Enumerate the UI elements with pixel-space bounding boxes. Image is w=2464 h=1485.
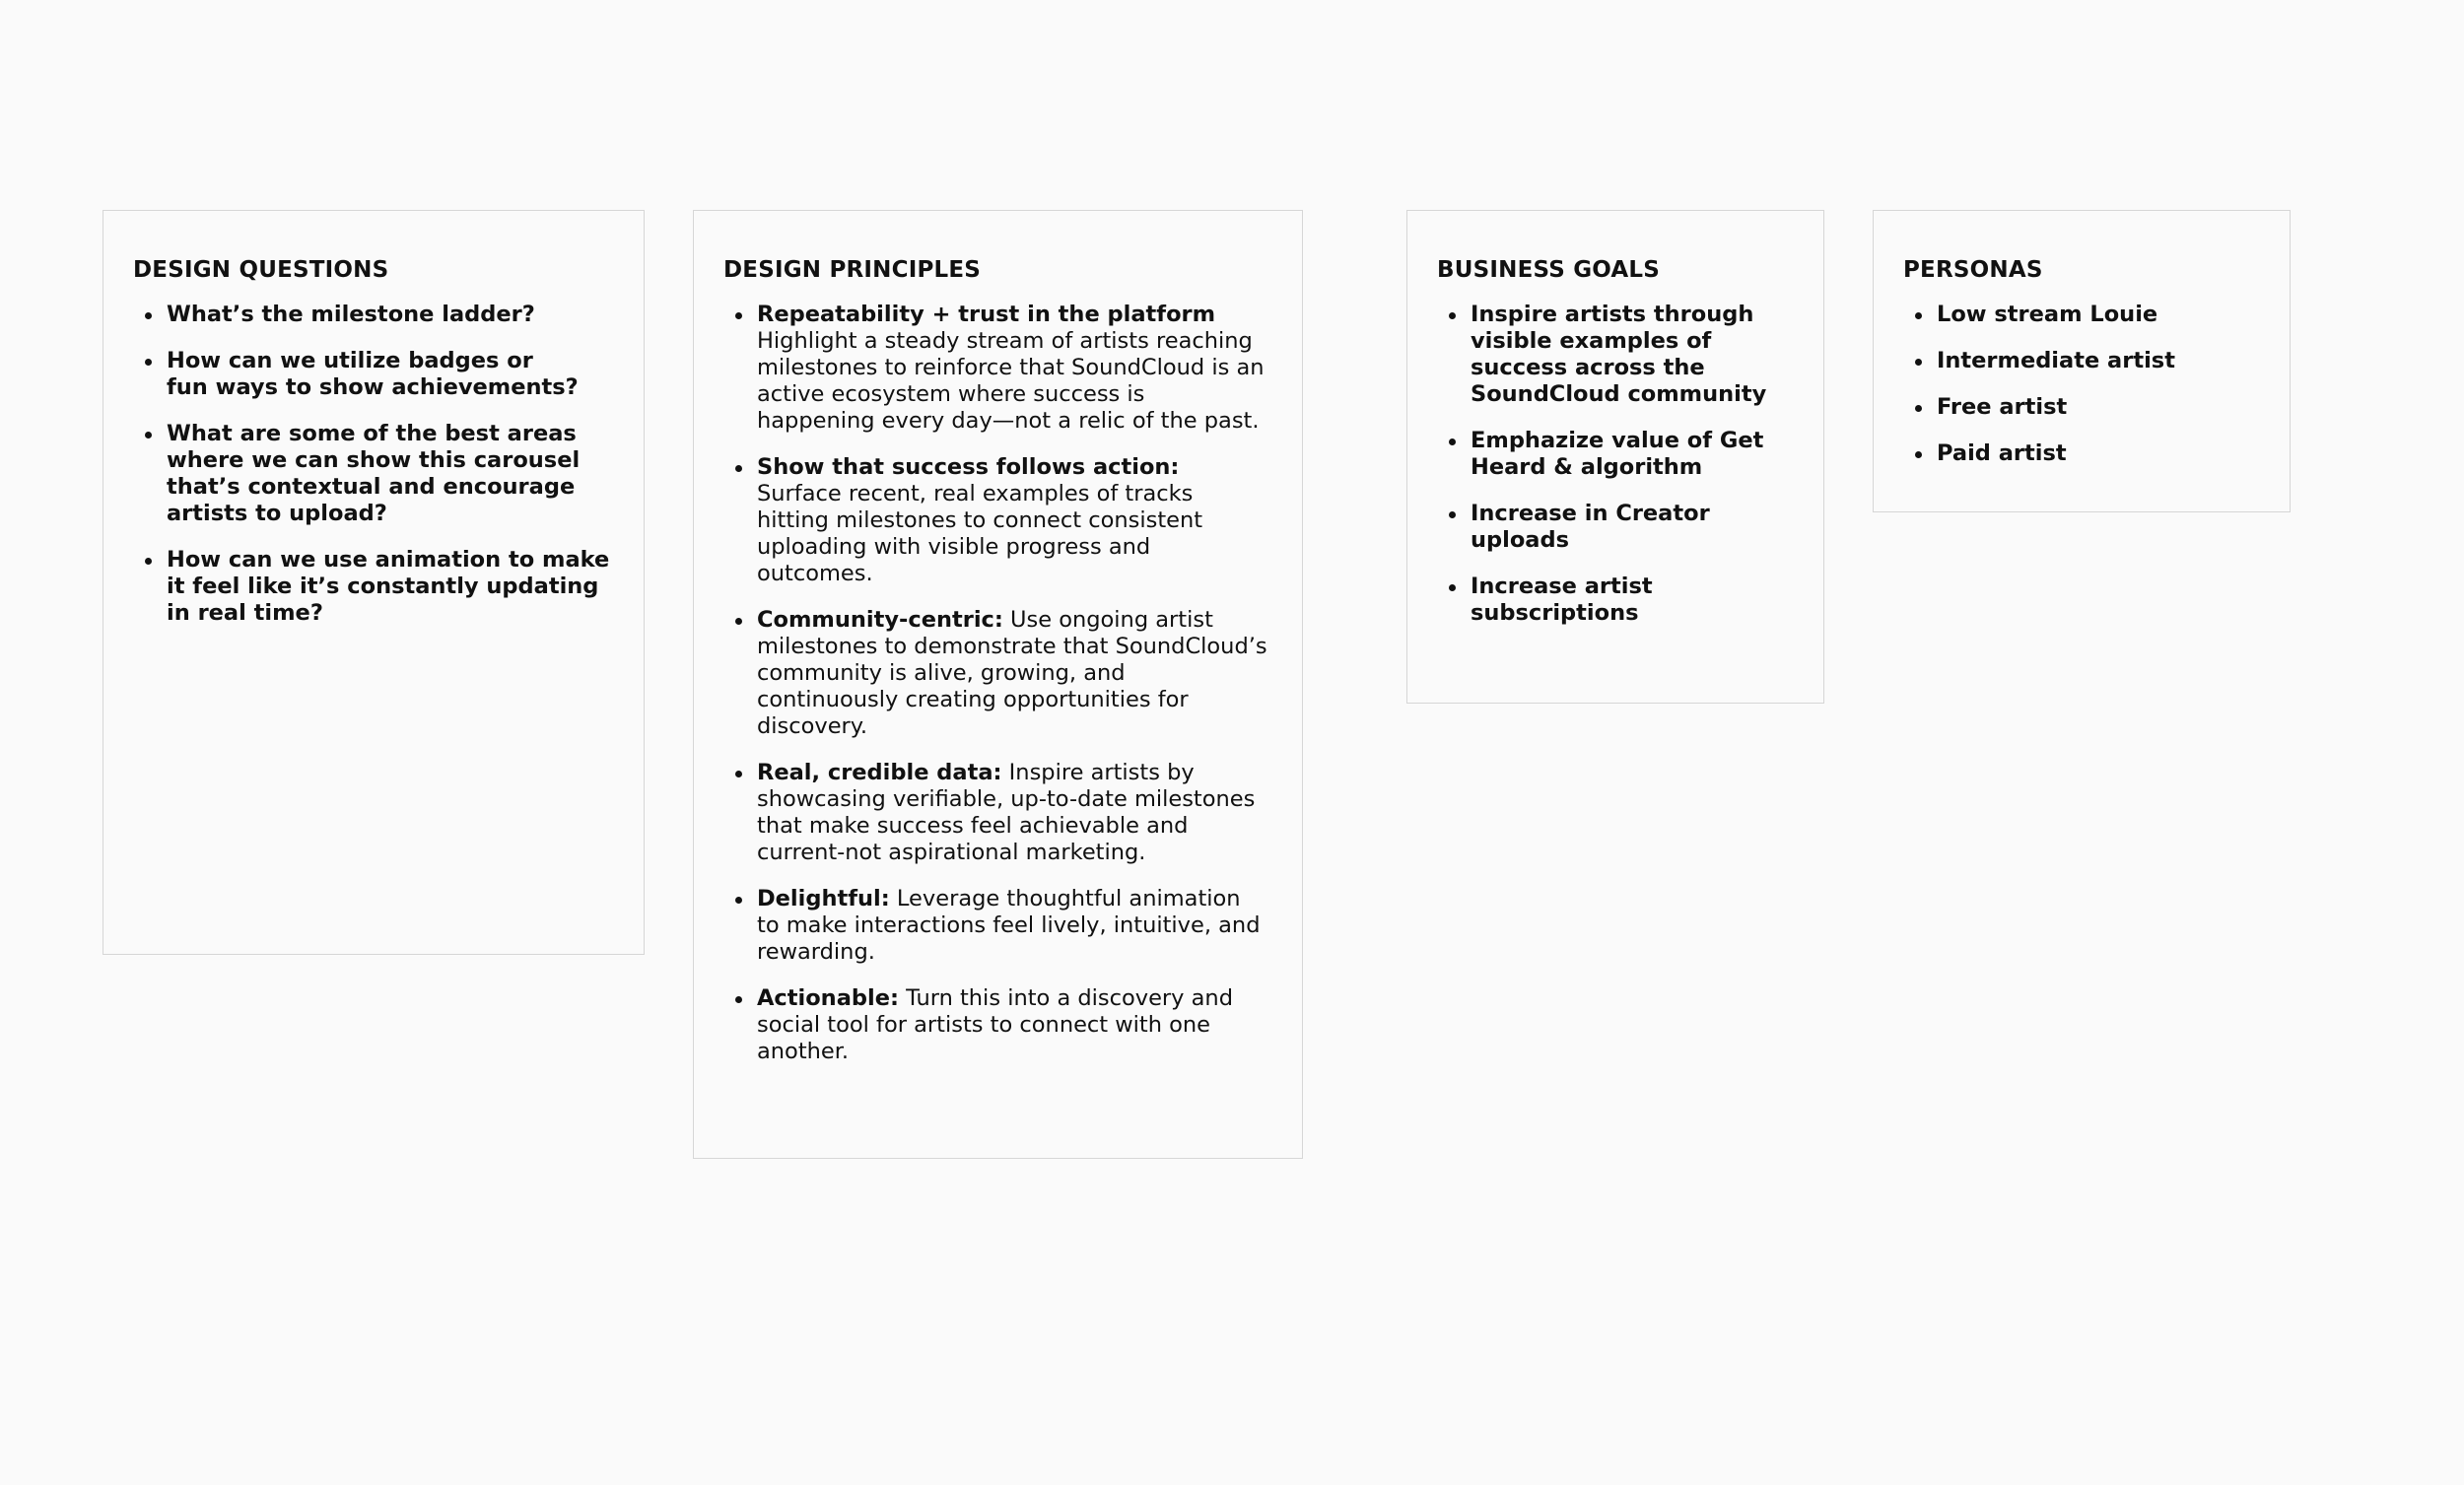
design-questions-title: DESIGN QUESTIONS	[133, 257, 389, 283]
design-principles-title: DESIGN PRINCIPLES	[723, 257, 982, 283]
list-item	[723, 886, 1269, 966]
list-item: Low stream Louie	[1903, 302, 2260, 328]
design-principles-list	[723, 302, 1272, 1065]
list-item	[723, 760, 1269, 866]
principle-lead: Real, credible data:	[757, 759, 1002, 785]
list-item	[723, 985, 1269, 1065]
personas-card	[1873, 210, 2291, 512]
business-goals-title: BUSINESS GOALS	[1437, 257, 1661, 283]
personas-title: PERSONAS	[1903, 257, 2043, 283]
design-questions-list	[133, 302, 614, 627]
list-item: What’s the milestone ladder?	[133, 302, 581, 328]
list-item: Inspire artists through visible examples of success across the SoundCloud community	[1437, 302, 1796, 408]
principle-lead: Repeatability + trust in the platform	[757, 301, 1216, 327]
list-item: Free artist	[1903, 394, 2260, 421]
principle-lead: Actionable:	[757, 984, 899, 1011]
list-item: How can we use animation to make it feel like it’s constantly updating in real time?	[133, 547, 610, 627]
design-questions-card	[103, 210, 645, 955]
principle-lead: Show that success follows action:	[757, 453, 1180, 480]
principle-lead: Community-centric:	[757, 606, 1003, 633]
list-item	[723, 454, 1269, 587]
principle-text: Use ongoing artist milestones to demonstrate that SoundCloud’s community is alive, growing, and continuously creating opportunities for discovery.	[757, 606, 1267, 739]
list-item: Intermediate artist	[1903, 348, 2260, 374]
list-item: Increase in Creator uploads	[1437, 501, 1742, 554]
list-item: What are some of the best areas where we can show this carousel that’s contextual and encourage artists to upload?	[133, 421, 581, 527]
principle-text: Leverage thoughtful animation to make interactions feel lively, intuitive, and rewarding.	[757, 885, 1261, 965]
list-item: Increase artist subscriptions	[1437, 574, 1742, 627]
list-item: Paid artist	[1903, 440, 2260, 467]
principle-text: Turn this into a discovery and social tool for artists to connect with one another.	[757, 984, 1233, 1064]
principle-text: Highlight a steady stream of artists reaching milestones to reinforce that SoundCloud is an active ecosystem where success is happening every day—not a relic of the past.	[757, 327, 1265, 434]
list-item	[723, 607, 1269, 740]
personas-list	[1903, 302, 2260, 467]
list-item: Emphazize value of Get Heard & algorithm	[1437, 428, 1796, 481]
list-item: How can we utilize badges or fun ways to show achievements?	[133, 348, 581, 401]
business-goals-list	[1437, 302, 1794, 627]
principle-lead: Delightful:	[757, 885, 890, 911]
principle-text: Surface recent, real examples of tracks hitting milestones to connect consistent uploading with visible progress and outcomes.	[757, 480, 1203, 586]
principle-text: Inspire artists by showcasing verifiable, up-to-date milestones that make success feel achievable and current-not aspirational marketing.	[757, 759, 1256, 865]
design-principles-card	[693, 210, 1303, 1159]
business-goals-card	[1406, 210, 1824, 704]
list-item	[723, 302, 1269, 435]
